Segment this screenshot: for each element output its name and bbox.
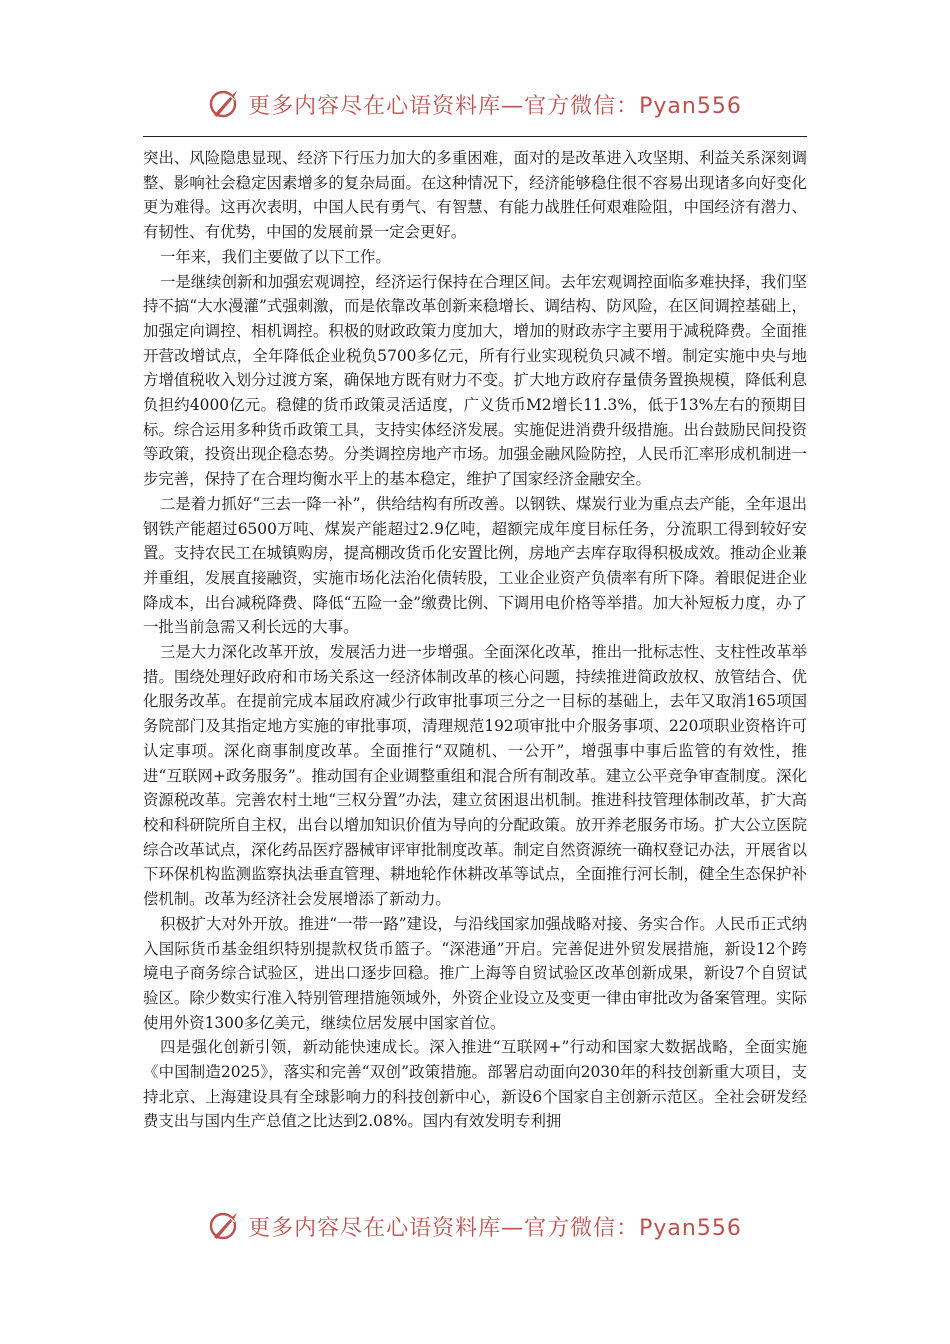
- header-banner: [0, 84, 950, 124]
- header-banner-text: 更多内容尽在心语资料库—官方微信：Pyan556: [248, 93, 742, 119]
- footer-banner-text: 更多内容尽在心语资料库—官方微信：Pyan556: [248, 1215, 742, 1241]
- paragraph-innovation: 四是强化创新引领，新动能快速成长。深入推进“互联网+”行动和国家大数据战略，全面实施《中国制造2025》，落实和完善“双创”政策措施。部署启动面向2030年的科技创新重大项目，支持北京、上海建设具有全球影响力的科技创新中心，新设6个国家自主创新示范区。全社会研发经费支出与国内生产总值之比达到2.08%。国内有效发明专利拥: [143, 1038, 807, 1131]
- footer-banner: [0, 1206, 950, 1246]
- paragraph-continuation: 突出、风险隐患显现、经济下行压力加大的多重困难，面对的是改革进入攻坚期、利益关系深刻调整、影响社会稳定因素增多的复杂局面。在这种情况下，经济能够稳住很不容易出现诸多向好变化更为难得。这再次表明，中国人民有勇气、有智慧、有能力战胜任何艰难险阻，中国经济有潜力、有韧性、有优势，中国的发展前景一定会更好。: [143, 149, 807, 242]
- paragraph-macro-control: 一是继续创新和加强宏观调控，经济运行保持在合理区间。去年宏观调控面临多难抉择，我们坚持不搞“大水漫灌”式强刺激，而是依靠改革创新来稳增长、调结构、防风险，在区间调控基础上，加强定向调控、相机调控。积极的财政政策力度加大，增加的财政赤字主要用于减税降费。全面推开营改增试点，全年降低企业税负5700多亿元，所有行业实现税负只减不增。制定实施中央与地方增值税收入划分过渡方案，确保地方既有财力不变。扩大地方政府存量债务置换规模，降低利息负担约4000亿元。稳健的货币政策灵活适度，广义货币M2增长11.3%，低于13%左右的预期目标。综合运用多种货币政策工具，支持实体经济发展。实施促进消费升级措施。出台鼓励民间投资等政策，投资出现企稳态势。分类调控房地产市场。加强金融风险防控，人民币汇率形成机制进一步完善，保持了在合理均衡水平上的基本稳定，维护了国家经济金融安全。: [143, 272, 807, 489]
- paragraph-reform: 三是大力深化改革开放，发展活力进一步增强。全面深化改革，推出一批标志性、支柱性改革举措。围绕处理好政府和市场关系这一经济体制改革的核心问题，持续推进简政放权、放管结合、优化服务改革。在提前完成本届政府减少行政审批事项三分之一目标的基础上，去年又取消165项国务院部门及其指定地方实施的审批事项，清理规范192项审批中介服务事项、220项职业资格许可认定事项。深化商事制度改革。全面推行“双随机、一公开”，增强事中事后监管的有效性，推进“互联网+政务服务”。推动国有企业调整重组和混合所有制改革。建立公平竞争审查制度。深化资源税改革。完善农村土地“三权分置”办法，建立贫困退出机制。推进科技管理体制改革，扩大高校和科研院所自主权，出台以增加知识价值为导向的分配政策。放开养老服务市场。扩大公立医院综合改革试点，深化药品医疗器械审评审批制度改革。制定自然资源统一确权登记办法，开展省以下环保机构监测监察执法垂直管理、耕地轮作休耕改革等试点，全面推行河长制，健全生态保护补偿机制。改革为经济社会发展增添了新动力。: [143, 643, 807, 909]
- paragraph-supply-structure: 二是着力抓好“三去一降一补”，供给结构有所改善。以钢铁、煤炭行业为重点去产能，全年退出钢铁产能超过6500万吨、煤炭产能超过2.9亿吨，超额完成年度目标任务，分流职工得到较好安置。支持农民工在城镇购房，提高棚改货币化安置比例，房地产去库存取得积极成效。推动企业兼并重组，发展直接融资，实施市场化法治化债转股，工业企业资产负债率有所下降。着眼促进企业降成本，出台减税降费、降低“五险一金”缴费比例、下调用电价格等举措。加大补短板力度，办了一批当前急需又利长远的大事。: [143, 494, 807, 637]
- pen-nib-logo-icon: [208, 87, 242, 121]
- header-divider: [143, 136, 807, 137]
- document-body: [143, 146, 807, 1134]
- pen-nib-logo-icon: [208, 1209, 242, 1243]
- paragraph-intro: 一年来，我们主要做了以下工作。: [159, 247, 391, 266]
- paragraph-opening-up: 积极扩大对外开放。推进“一带一路”建设，与沿线国家加强战略对接、务实合作。人民币正式纳入国际货币基金组织特别提款权货币篮子。“深港通”开启。完善促进外贸发展措施，新设12个跨境电子商务综合试验区，进出口逐步回稳。推广上海等自贸试验区改革创新成果，新设7个自贸试验区。除少数实行准入特别管理措施领域外，外资企业设立及变更一律由审批改为备案管理。实际使用外资1300多亿美元，继续位居发展中国家首位。: [143, 914, 807, 1032]
